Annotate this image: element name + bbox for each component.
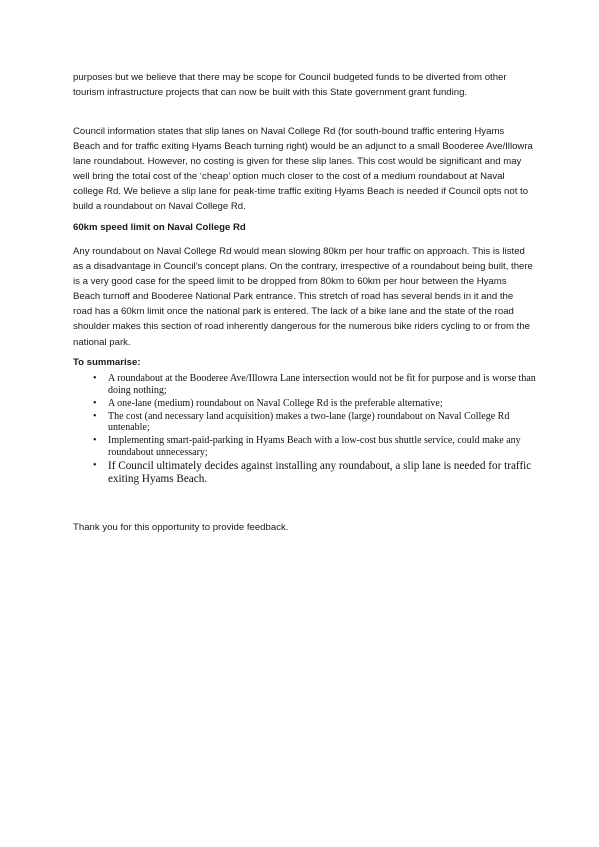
heading-summary: To summarise: (73, 357, 141, 368)
paragraph-thanks: Thank you for this opportunity to provide feedback. (73, 522, 289, 533)
paragraph-slip-lanes: Council information states that slip lanes on Naval College Rd (for south-bound traffic entering Hyams Beach and for traffic exiting Hyams Beach turning right) would be an adjunct to a small Booderee Ave/Illowra lane roundabout. However, no costing is given for these slip lanes. This cost would be significant and may well bring the total cost of the ‘cheap’ option much closer to the cost of a medium roundabout at Naval college Rd. We believe a slip lane for peak-time traffic exiting Hyams Beach is needed if Council opts not to build a roundabout on Naval College Rd. (73, 126, 533, 213)
summary-item: • The cost (and necessary land acquisition) makes a two-lane (large) roundabout on Naval College Rd untenable; (93, 411, 538, 434)
paragraph-funding: purposes but we believe that there may be scope for Council budgeted funds to be diverted from other tourism infrastructure projects that can now be built with this State government grant funding. (73, 72, 507, 99)
summary-item: • A one-lane (medium) roundabout on Naval College Rd is the preferable alternative; (93, 398, 538, 410)
heading-speed-limit: 60km speed limit on Naval College Rd (73, 222, 246, 233)
summary-item: • If Council ultimately decides against installing any roundabout, a slip lane is needed for traffic exiting Hyams Beach. (93, 460, 538, 486)
summary-item: • Implementing smart-paid-parking in Hyams Beach with a low-cost bus shuttle service, could make any roundabout unnecessary; (93, 435, 538, 458)
paragraph-speed-limit: Any roundabout on Naval College Rd would mean slowing 80km per hour traffic on approach. This is listed as a disadvantage in Council’s concept plans. On the contrary, irrespective of a roundabout being built, there is a very good case for the speed limit to be dropped from 80km to 60km per hour between the Hyams Beach turnoff and Booderee National Park entrance. This stretch of road has several bends in it and the road has a 60km limit once the national park is entered. The lack of a bike lane and the state of the road shoulder makes this section of road inherently dangerous for the numerous bike riders cycling to or from the national park. (73, 246, 533, 348)
summary-item: • A roundabout at the Booderee Ave/Illowra Lane intersection would not be fit for purpose and is worse than doing nothing; (93, 373, 538, 396)
summary-list (93, 373, 538, 487)
